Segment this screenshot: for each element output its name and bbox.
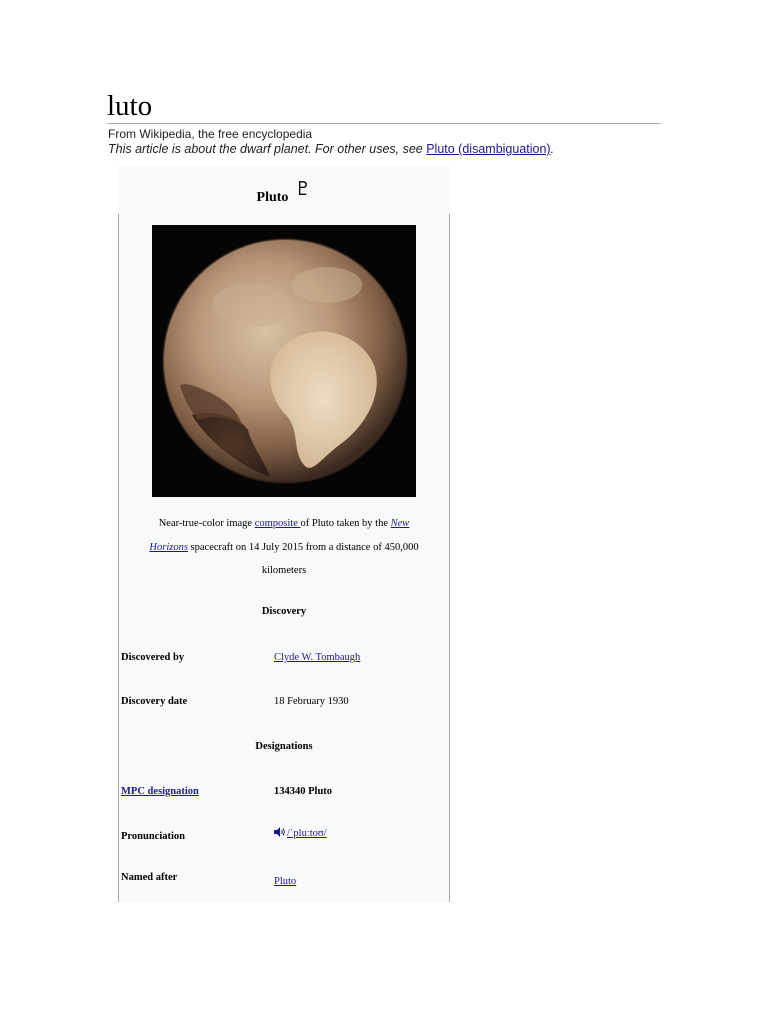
pluto-photo-icon [152,225,416,497]
infobox-title [118,178,450,206]
image-caption [146,512,422,583]
pluto-image[interactable] [152,225,416,497]
row-value-pronunciation [274,827,327,840]
named-after-link[interactable]: Pluto [274,876,297,887]
new-horizons-link[interactable]: New Horizons [149,518,410,553]
disambiguation-link[interactable]: Pluto (disambiguation) [426,142,551,156]
section-discovery: Discovery [261,606,307,617]
row-label-discovery-date: Discovery date [121,696,188,707]
hatnote-suffix: . [550,142,555,156]
infobox-right-border [449,214,450,902]
row-value-mpc-designation: 134340 Pluto [274,786,333,797]
row-label-discovered-by: Discovered by [121,652,185,663]
row-label-named-after: Named after [121,872,178,883]
row-label-pronunciation: Pronunciation [121,831,185,842]
mpc-designation-link[interactable]: MPC designation [121,786,199,797]
row-value-discovery-date: 18 February 1930 [274,696,349,707]
hatnote-text: This article is about the dwarf planet. For other uses, see [108,142,427,156]
infobox-left-border [118,214,119,902]
infobox-title-text: Pluto [256,190,289,205]
pluto-symbol-icon: ♇ [294,178,312,200]
caption-text: of Pluto taken by the [300,518,391,529]
speaker-icon[interactable] [274,827,285,840]
caption-text: spacecraft on 14 July 2015 from a distance of 450,000 kilometers [187,541,419,576]
section-designations: Designations [255,741,313,752]
caption-text: Near-true-color image [158,518,255,529]
discoverer-link[interactable]: Clyde W. Tombaugh [274,652,361,663]
infobox [118,166,450,902]
hatnote [108,142,554,156]
composite-link[interactable]: composite [254,518,301,529]
site-tagline: From Wikipedia, the free encyclopedia [108,127,313,141]
title-divider [107,123,661,124]
pronunciation-link[interactable]: /ˈpluːtoʊ/ [287,827,327,839]
page-title: luto [107,90,153,122]
